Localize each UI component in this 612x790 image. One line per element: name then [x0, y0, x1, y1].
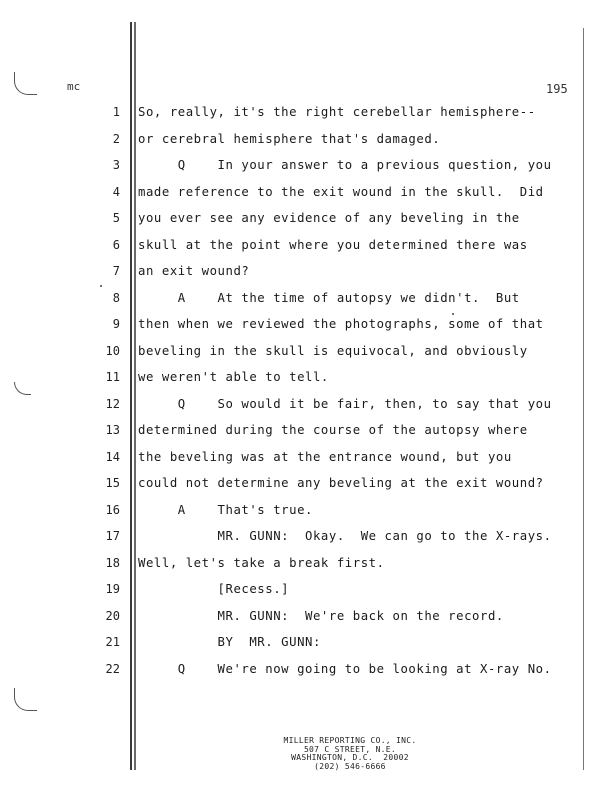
transcript-line [0, 185, 612, 211]
transcript-line [0, 317, 612, 343]
transcript-line [0, 211, 612, 237]
punch-hole-mark-top [14, 72, 37, 95]
transcript-line [0, 264, 612, 290]
line-text: Q In your answer to a previous question, you [138, 158, 552, 172]
line-number: 14 [105, 449, 120, 464]
line-text: So, really, it's the right cerebellar hemisphere-- [138, 105, 536, 119]
line-text: MR. GUNN: We're back on the record. [138, 608, 504, 623]
line-number: 6 [112, 237, 120, 252]
footer-street: 507 C STREET, N.E. [303, 744, 397, 754]
transcript-line [0, 397, 612, 423]
reporter-initials: mc [67, 80, 81, 93]
line-text: or cerebral hemisphere that's damaged. [138, 131, 441, 146]
line-number: 10 [105, 343, 120, 358]
line-text: determined during the course of the autopsy where [138, 423, 528, 437]
line-number: 8 [112, 290, 120, 305]
line-number: 2 [112, 131, 120, 146]
line-number: 20 [105, 608, 120, 623]
line-text: the beveling was at the entrance wound, but you [138, 449, 512, 464]
transcript-line [0, 662, 612, 688]
punch-hole-mark-bottom [14, 688, 37, 711]
transcript-line [0, 158, 612, 184]
line-text: BY MR. GUNN: [138, 635, 321, 649]
line-text: Well, let's take a break first. [138, 555, 385, 570]
transcript-line [0, 635, 612, 661]
footer-company: MILLER REPORTING CO., INC. [283, 736, 417, 745]
transcript-line [0, 503, 612, 529]
line-text: then when we reviewed the photographs, some of that [138, 317, 544, 331]
transcript-line [0, 476, 612, 502]
line-number: 1 [112, 105, 120, 119]
line-number: 21 [105, 635, 120, 649]
line-number: 17 [105, 529, 120, 543]
transcript-line [0, 291, 612, 317]
line-text: MR. GUNN: Okay. We can go to the X-rays. [138, 529, 552, 543]
transcript-line [0, 370, 612, 396]
transcript-line [0, 105, 612, 131]
transcript-line [0, 344, 612, 370]
transcript-line [0, 582, 612, 608]
line-text: an exit wound? [138, 264, 250, 278]
footer-phone: (202) 546-6666 [314, 761, 386, 771]
footer-city: WASHINGTON, D.C. 20002 [291, 753, 409, 763]
page-number: 195 [546, 82, 568, 96]
line-number: 16 [105, 502, 120, 517]
line-text: skull at the point where you determined there was [138, 237, 528, 252]
line-text: [Recess.] [138, 582, 290, 596]
line-number: 18 [105, 555, 120, 570]
line-number: 13 [105, 423, 120, 437]
line-number: 7 [112, 264, 120, 278]
reporter-footer [200, 737, 500, 771]
line-number: 4 [112, 184, 120, 199]
transcript-line [0, 423, 612, 449]
transcript-line [0, 132, 612, 158]
line-number: 19 [105, 582, 120, 596]
line-number: 12 [105, 396, 120, 411]
line-number: 9 [112, 317, 120, 331]
line-text: we weren't able to tell. [138, 370, 329, 384]
line-text: made reference to the exit wound in the skull. Did [138, 184, 544, 199]
line-text: Q So would it be fair, then, to say that you [138, 396, 552, 411]
transcript-line [0, 450, 612, 476]
line-number: 11 [105, 370, 120, 384]
line-text: you ever see any evidence of any beveling in the [138, 211, 520, 225]
line-text: could not determine any beveling at the exit wound? [138, 476, 544, 490]
transcript-line [0, 556, 612, 582]
line-number: 15 [105, 476, 120, 490]
transcript-line [0, 238, 612, 264]
line-text: A That's true. [138, 502, 313, 517]
transcript-line [0, 529, 612, 555]
line-number: 5 [112, 211, 120, 225]
line-text: beveling in the skull is equivocal, and obviously [138, 343, 528, 358]
transcript-line [0, 609, 612, 635]
line-text: A At the time of autopsy we didn't. But [138, 290, 520, 305]
line-text: Q We're now going to be looking at X-ray No. [138, 661, 552, 676]
line-number: 22 [105, 661, 120, 676]
line-number: 3 [112, 158, 120, 172]
